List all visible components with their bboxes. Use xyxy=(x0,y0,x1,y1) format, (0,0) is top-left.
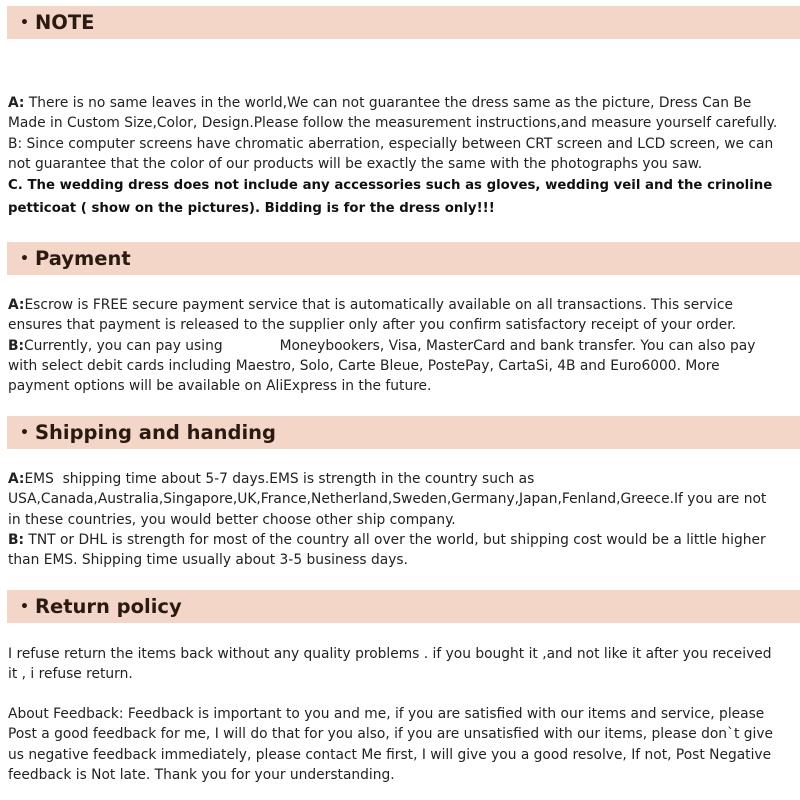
bullet-icon: • xyxy=(20,599,29,615)
bullet-icon: • xyxy=(20,251,29,267)
bullet-icon: • xyxy=(20,15,29,31)
feedback-line: us negative feedback immediately, please contact Me first, I will give you a good resolve, If not, Post Negative xyxy=(8,746,772,763)
note-a-label: A: xyxy=(8,95,25,111)
payment-b-label: B: xyxy=(8,337,25,354)
shipping-section xyxy=(8,469,793,570)
note-header xyxy=(7,6,800,39)
payment-a-label: A: xyxy=(8,297,25,313)
note-section xyxy=(8,93,793,220)
feedback-line: feedback is Not late. Thank you for your understanding. xyxy=(8,766,395,783)
shipping-line: than EMS. Shipping time usually about 3-5 business days. xyxy=(8,552,408,569)
return-line: I refuse return the items back without any quality problems . if you bought it ,and not like it after you received xyxy=(8,646,772,662)
shipping-line: B: TNT or DHL is strength for most of the country all over the world, but shipping cost would be a little higher xyxy=(8,531,766,548)
feedback-paragraph xyxy=(8,704,793,785)
note-line: A: There is no same leaves in the world,We can not guarantee the dress same as the picture, Dress Can Be xyxy=(8,95,752,111)
payment-section xyxy=(8,295,793,396)
payment-line: ensures that payment is released to the supplier only after you confirm satisfactory receipt of your order. xyxy=(8,317,737,334)
shipping-title: Shipping and handing xyxy=(34,421,276,444)
payment-line: payment options will be available on AliExpress in the future. xyxy=(8,378,432,395)
note-c-line: petticoat ( show on the pictures). Bidding is for the dress only!!! xyxy=(8,201,495,217)
shipping-b-label: B: xyxy=(8,531,25,548)
note-line: not guarantee that the color of our products will be exactly the same with the photographs you saw. xyxy=(8,155,703,172)
payment-title: Payment xyxy=(34,247,131,270)
note-line: B: Since computer screens have chromatic aberration, especially between CRT screen and LCD screen, we can xyxy=(8,135,774,152)
shipping-a-label: A: xyxy=(8,471,25,487)
shipping-line: in these countries, you would better choose other ship company. xyxy=(8,511,456,528)
note-line: Made in Custom Size,Color, Design.Please follow the measurement instructions,and measure yourself carefully. xyxy=(8,115,778,132)
feedback-line: Post a good feedback for me, I will do that for you also, if you are unsatisfied with our items, please don`t give xyxy=(8,726,773,743)
return-policy-header xyxy=(7,590,800,623)
note-title: NOTE xyxy=(34,11,95,34)
payment-header xyxy=(7,242,800,275)
payment-line: A:Escrow is FREE secure payment service that is automatically available on all transactions. This service xyxy=(8,297,733,313)
return-line: it , i refuse return. xyxy=(8,666,133,683)
note-c-line: C. The wedding dress does not include any accessories such as gloves, wedding veil and the crinoline xyxy=(8,178,773,194)
return-policy-paragraph xyxy=(8,644,793,685)
payment-line: with select debit cards including Maestro, Solo, Carte Bleue, PostePay, CartaSi, 4B and Euro6000. More xyxy=(8,357,720,374)
feedback-line: About Feedback: Feedback is important to you and me, if you are satisfied with our items and service, please xyxy=(8,706,765,722)
shipping-line: A:EMS shipping time about 5-7 days.EMS is strength in the country such as xyxy=(8,471,535,487)
shipping-line: USA,Canada,Australia,Singapore,UK,France,Netherland,Sweden,Germany,Japan,Fenland,Greece.If you are not xyxy=(8,491,767,508)
payment-line: B:Currently, you can pay using Moneybookers, Visa, MasterCard and bank transfer. You can also pay xyxy=(8,337,756,354)
bullet-icon: • xyxy=(20,425,29,441)
return-policy-title: Return policy xyxy=(34,595,182,618)
shipping-header xyxy=(7,416,800,449)
